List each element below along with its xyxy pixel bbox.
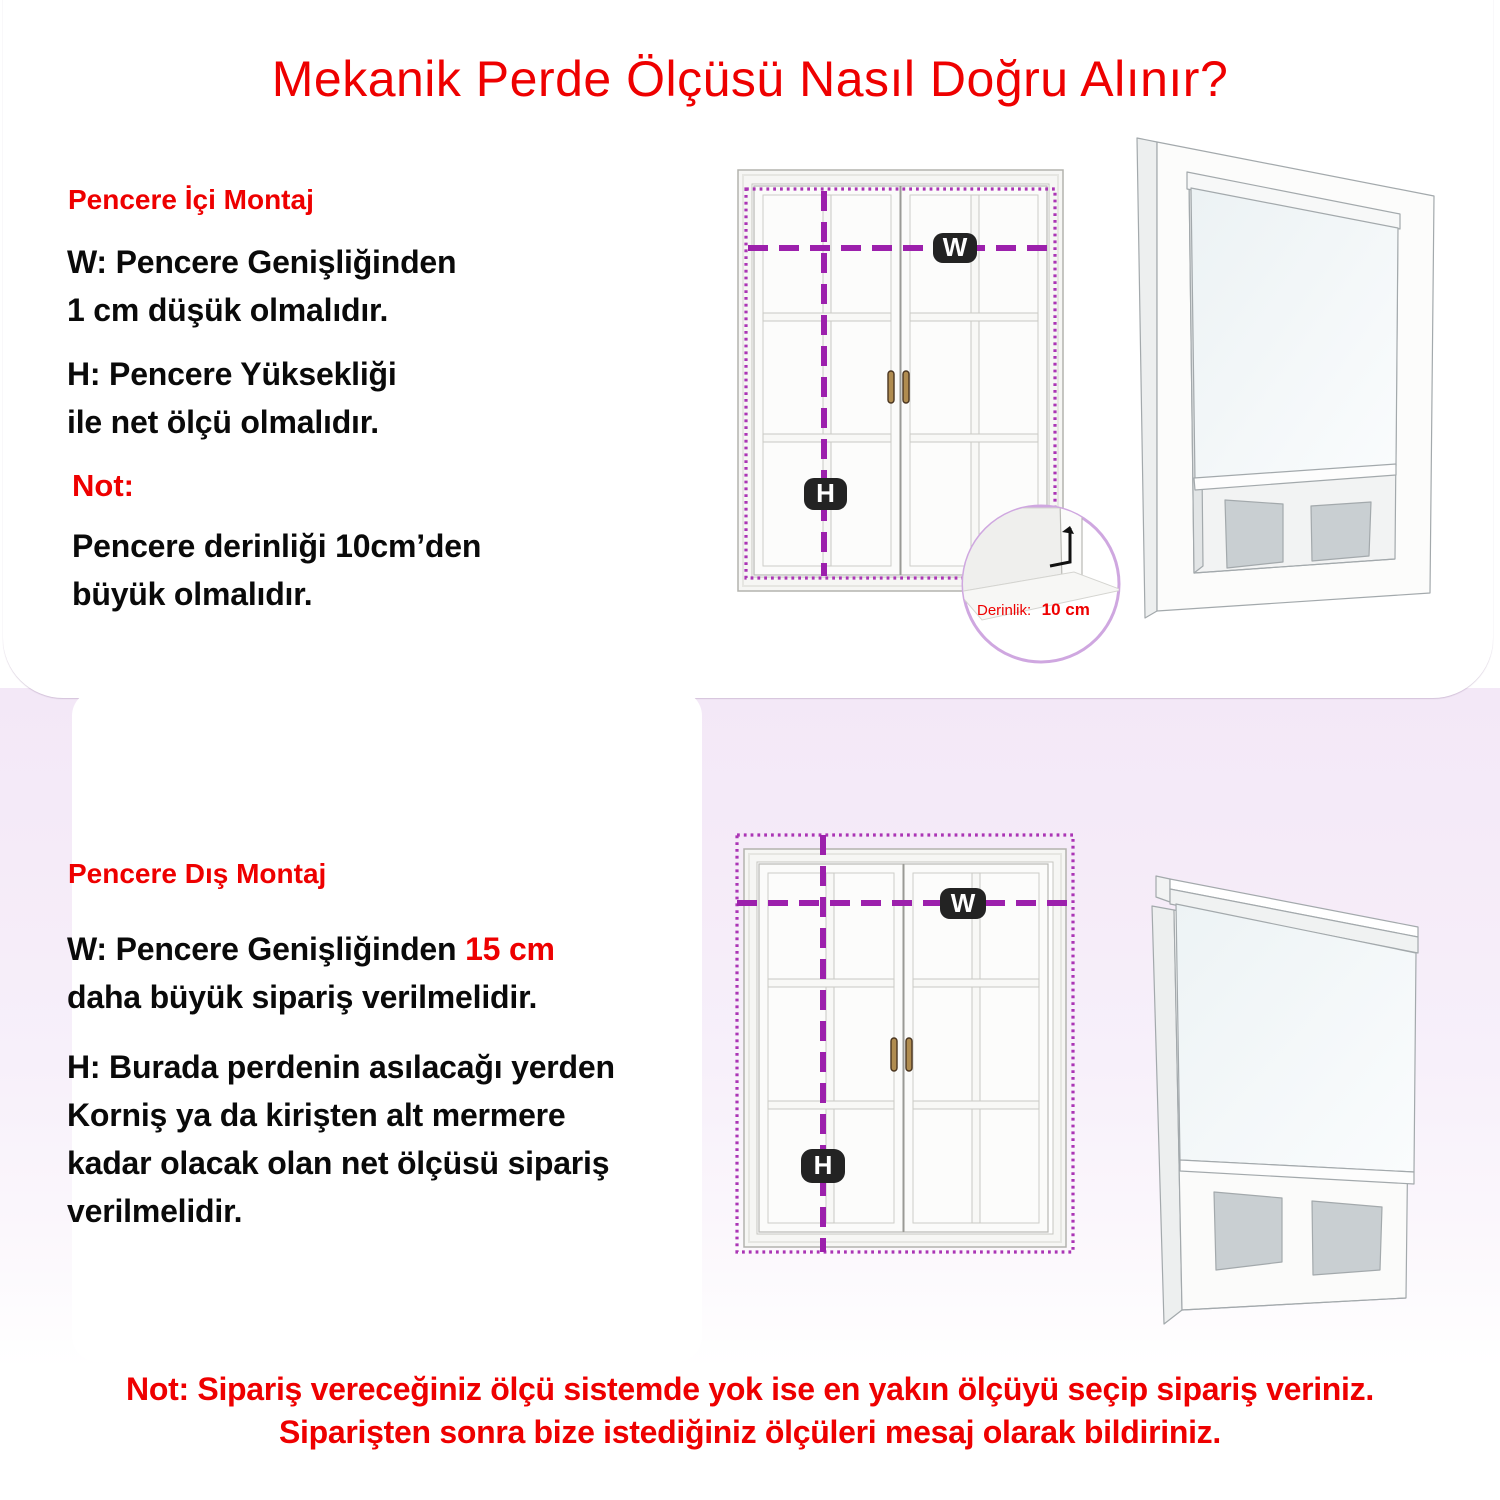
- roller-blind-inside-illustration: [1135, 130, 1445, 622]
- outside-section-heading: Pencere Dış Montaj: [68, 858, 327, 889]
- inside-height-rule-line1: H: Pencere Yüksekliği: [67, 356, 397, 392]
- depth-value: 10 cm: [1041, 600, 1090, 619]
- page-title: Mekanik Perde Ölçüsü Nasıl Doğru Alınır?: [271, 51, 1229, 107]
- svg-text:W: W: [942, 232, 968, 262]
- inside-depth-note-line2: büyük olmalıdır.: [72, 576, 313, 612]
- inside-section-heading: Pencere İçi Montaj: [68, 184, 314, 215]
- window-handle-right: [903, 371, 909, 403]
- svg-text:W: W: [950, 888, 976, 918]
- svg-text:H: H: [816, 478, 835, 508]
- inside-window-diagram: [730, 168, 1140, 678]
- roller-blind-outside-illustration: [1150, 840, 1450, 1340]
- inside-depth-note: [72, 522, 481, 618]
- window-handle-right: [906, 1038, 912, 1071]
- outside-width-rule-line2: daha büyük sipariş verilmelidir.: [67, 979, 538, 1015]
- outside-window-diagram: [725, 828, 1080, 1260]
- lower-window-gap-left: [1214, 1192, 1282, 1270]
- inside-depth-note-line1: Pencere derinliği 10cm’den: [72, 528, 482, 564]
- inside-note-label: Not:: [72, 468, 134, 503]
- outside-height-rule-line1: H: Burada perdenin asılacağı yerden: [67, 1049, 615, 1085]
- bottom-text-panel: [72, 690, 702, 1362]
- footer-note: [0, 1368, 1500, 1454]
- inside-width-rule-line2: 1 cm düşük olmalıdır.: [67, 292, 389, 328]
- h-badge: [804, 478, 847, 510]
- outside-width-red-value: 15 cm: [465, 931, 555, 967]
- headrail-end-cap: [1156, 876, 1170, 902]
- window-handle-left: [888, 371, 894, 403]
- outside-height-rule-line2: Korniş ya da kirişten alt mermere: [67, 1097, 566, 1133]
- footer-note-line1: Not: Sipariş vereceğiniz ölçü sistemde yok ise en yakın ölçüyü seçip sipariş veriniz.: [126, 1371, 1374, 1407]
- frame-depth-side: [1137, 138, 1157, 618]
- footer-note-line2: Siparişten sonra bize istediğiniz ölçüleri mesaj olarak bildiriniz.: [279, 1414, 1221, 1450]
- outside-width-rule-line1: [67, 925, 555, 973]
- outside-height-rule-line4: verilmelidir.: [67, 1193, 243, 1229]
- svg-text:Derinlik: 10 cm: [977, 600, 1090, 619]
- inside-height-rule: [67, 350, 397, 446]
- inside-height-rule-line2: ile net ölçü olmalıdır.: [67, 404, 379, 440]
- lower-window-gap-left: [1225, 500, 1283, 568]
- depth-label: Derinlik:: [977, 602, 1032, 619]
- svg-text:H: H: [813, 1150, 833, 1180]
- blind-fabric: [1191, 188, 1398, 480]
- outside-height-rule-line3: kadar olacak olan net ölçüsü sipariş: [67, 1145, 610, 1181]
- w-badge: [933, 232, 977, 263]
- h-badge: [801, 1149, 845, 1183]
- outside-height-rule: [67, 1043, 615, 1235]
- w-badge: [940, 888, 986, 919]
- window-handle-left: [891, 1038, 897, 1071]
- inside-width-rule-line1: W: Pencere Genişliğinden: [67, 244, 457, 280]
- outside-width-black: W: Pencere Genişliğinden: [67, 931, 466, 967]
- lower-window-gap-right: [1312, 1201, 1382, 1275]
- outside-width-rule: [67, 925, 555, 1021]
- inside-width-rule: [67, 238, 456, 334]
- lower-window-gap-right: [1311, 502, 1371, 561]
